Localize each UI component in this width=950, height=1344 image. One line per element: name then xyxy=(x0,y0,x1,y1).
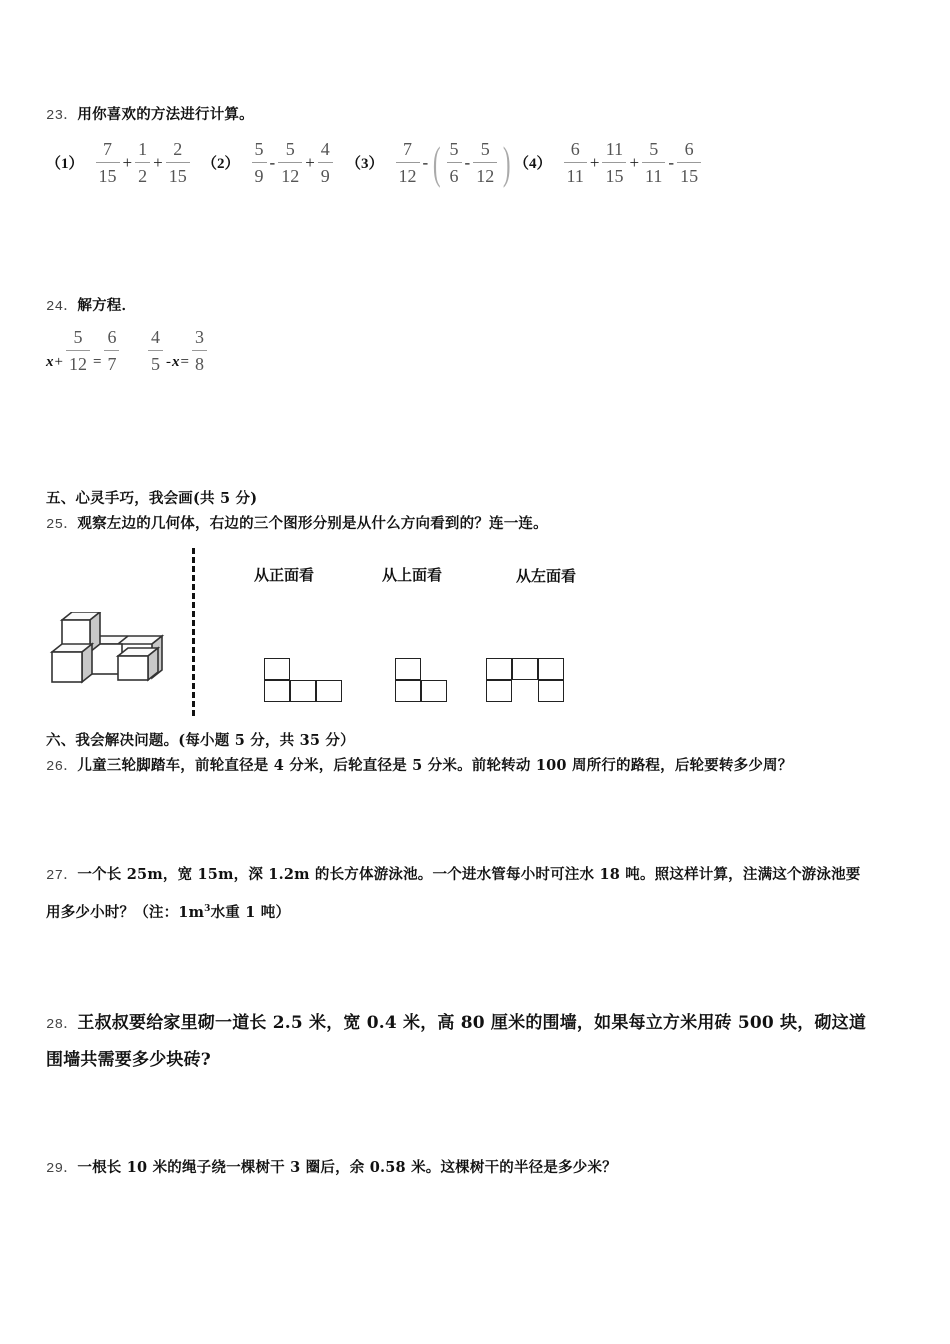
fraction: $\frac{1}{2}$ xyxy=(135,138,150,187)
q23-item-3: （3） $\frac{7}{12}$ - ( $\frac{5}{6}$ - $\frac{5}{12}$ ) xyxy=(346,136,511,188)
left-parenthesis: ( xyxy=(433,136,441,188)
question-28-line2: 围墙共需要多少块砖? xyxy=(46,1050,211,1070)
equation-2: $\frac{4}{5}$ - x = $\frac{3}{8}$ xyxy=(146,326,209,375)
fraction: $\frac{6}{7}$ xyxy=(104,326,119,375)
fraction: $\frac{7}{12}$ xyxy=(396,138,420,187)
question-29: 29．一根长 10 米的绳子绕一棵树干 3 圈后，余 0.58 米。这棵树干的半径是多少米？ xyxy=(46,1159,617,1177)
fraction: $\frac{5}{12}$ xyxy=(66,326,90,375)
fraction: $\frac{5}{9}$ xyxy=(252,138,267,187)
view-label-front: 从正面看 xyxy=(254,566,315,584)
fraction: $\frac{4}{5}$ xyxy=(148,326,163,375)
q23-item-2: （2） $\frac{5}{9}$ - $\frac{5}{12}$ + $\frac{4}{9}$ xyxy=(202,138,335,187)
q23-item-1: （1） $\frac{7}{15}$ + $\frac{1}{2}$ + $\frac{2}{15}$ xyxy=(46,138,192,187)
fraction: $\frac{5}{11}$ xyxy=(642,138,665,187)
question-28-line1: 28．王叔叔要给家里砌一道长 2.5 米，宽 0.4 米，高 80 厘米的围墙，如果每立方米用砖 500 块，砌这道 xyxy=(46,1013,867,1033)
view-label-left: 从左面看 xyxy=(516,567,577,585)
question-23-title: 23．用你喜欢的方法进行计算。 xyxy=(46,106,254,124)
fraction: $\frac{6}{11}$ xyxy=(564,138,587,187)
fraction: $\frac{3}{8}$ xyxy=(192,326,207,375)
fraction: $\frac{2}{15}$ xyxy=(166,138,190,187)
question-24-title: 24．解方程． xyxy=(46,297,137,315)
question-27-line2: 用多少小时？（注：$1m^3$水重 1 吨） xyxy=(46,904,291,921)
section-6-heading: 六、我会解决问题。(每小题 5 分，共 35 分） xyxy=(46,732,355,749)
cube-figure-icon xyxy=(48,612,168,688)
equation-1: x + $\frac{5}{12}$ = $\frac{6}{7}$ xyxy=(46,326,121,375)
question-26: 26．儿童三轮脚踏车，前轮直径是 4 分米，后轮直径是 5 分米。前轮转动 100 周所行的路程，后轮要转多少周？ xyxy=(46,757,793,775)
view-shape-b[interactable] xyxy=(395,658,449,702)
view-shape-c[interactable] xyxy=(486,658,566,702)
fraction: $\frac{7}{15}$ xyxy=(96,138,120,187)
fraction: $\frac{4}{9}$ xyxy=(318,138,333,187)
fraction: $\frac{5}{6}$ xyxy=(447,138,462,187)
question-25: 25．观察左边的几何体，右边的三个图形分别是从什么方向看到的？连一连。 xyxy=(46,515,548,533)
fraction: $\frac{5}{12}$ xyxy=(278,138,302,187)
question-27-line1: 27．一个长 25m，宽 15m，深 1.2m 的长方体游泳池。一个进水管每小时可注水 18 吨。照这样计算，注满这个游泳池要 xyxy=(46,866,861,884)
view-shape-a[interactable] xyxy=(264,658,344,702)
q23-item-4: （4） $\frac{6}{11}$ + $\frac{11}{15}$ + $\frac{5}{11}$ - $\frac{6}{15}$ xyxy=(514,138,703,187)
right-parenthesis: ) xyxy=(503,136,511,188)
fraction: $\frac{6}{15}$ xyxy=(677,138,701,187)
dashed-divider xyxy=(192,548,195,716)
view-label-top: 从上面看 xyxy=(382,566,443,584)
fraction: $\frac{11}{15}$ xyxy=(602,138,626,187)
fraction: $\frac{5}{12}$ xyxy=(473,138,497,187)
section-5-heading: 五、心灵手巧，我会画(共 5 分) xyxy=(46,490,258,507)
